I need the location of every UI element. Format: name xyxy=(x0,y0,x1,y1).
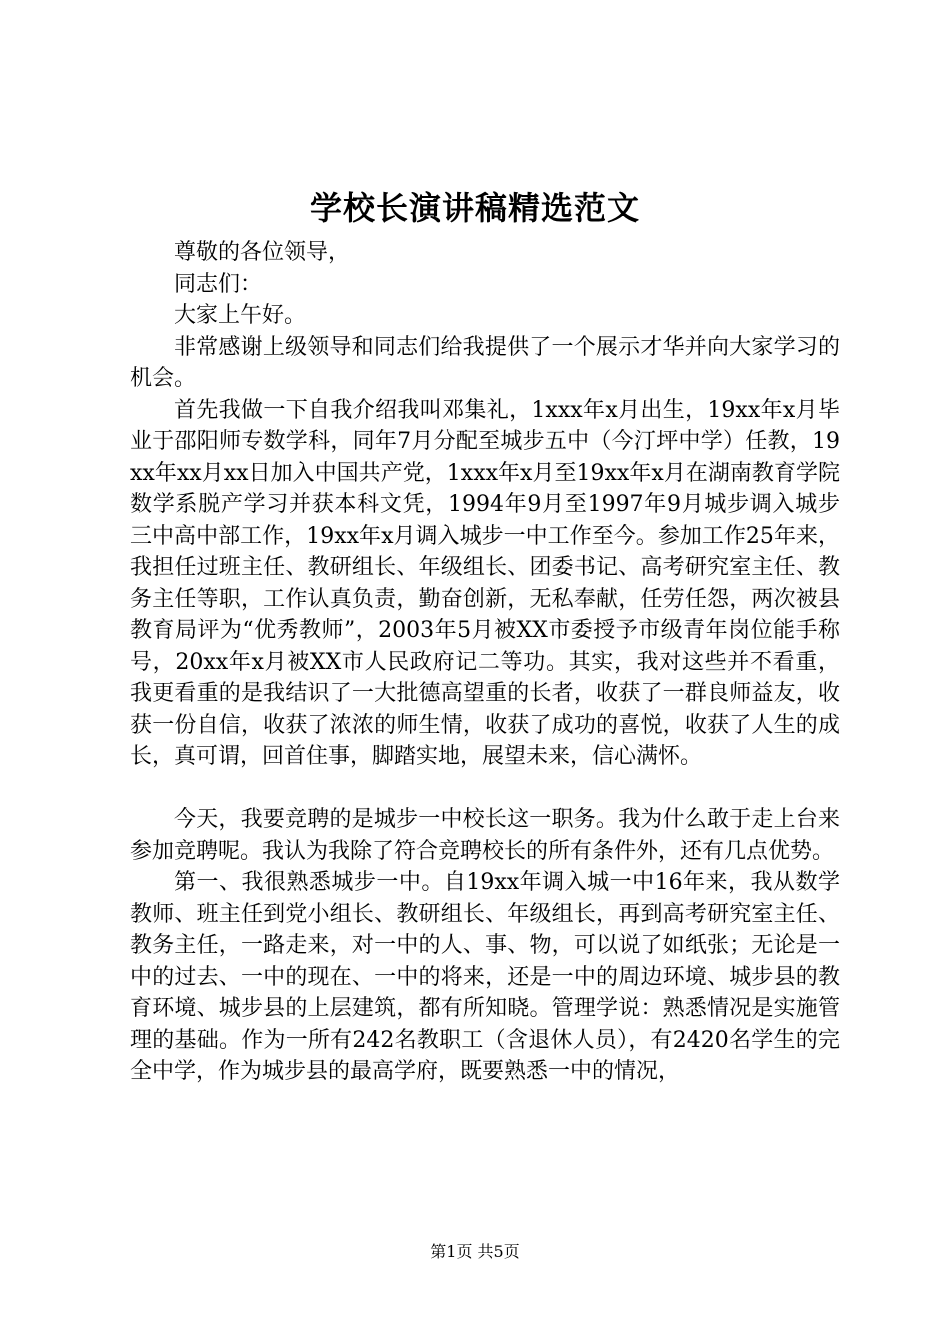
page-footer: 第1页 共5页 xyxy=(430,1242,520,1261)
paragraph-self-introduction: 首先我做一下自我介绍我叫邓集礼，1xxx年x月出生，19xx年x月毕业于邵阳师专数学科，同年7月分配至城步五中（今汀坪中学）任教，19xx年xx月xx日加入中国共产党，1xxx年x月至19xx年x月在湖南教育学院数学系脱产学习并获本科文凭，1994年9月至1997年9月城步调入城步三中高中部工作，19xx年x月调入城步一中工作至今。参加工作25年来，我担任过班主任、教研组长、年级组长、团委书记、高考研究室主任、教务主任等职，工作认真负责，勤奋创新，无私奉献，任劳任怨，两次被县教育局评为“优秀教师”，2003年5月被XX市委授予市级青年岗位能手称号，20xx年x月被XX市人民政府记二等功。其实，我对这些并不看重，我更看重的是我结识了一大批德高望重的长者，收获了一群良师益友，收获一份自信，收获了浓浓的师生情，收获了成功的喜悦，收获了人生的成长，真可谓，回首住事，脚踏实地，展望未来，信心满怀。 xyxy=(130,397,840,769)
document-body xyxy=(130,237,840,1088)
salutation-comrades: 同志们： xyxy=(174,271,263,297)
paragraph-first-advantage: 第一、我很熟悉城步一中。自19xx年调入城一中16年来，我从数学教师、班主任到党小组长、教研组长、年级组长，再到高考研究室主任、教务主任，一路走来，对一中的人、事、物，可以说了如纸张；无论是一中的过去、一中的现在、一中的将来，还是一中的周边环境、城步县的教育环境、城步县的上层建筑，都有所知晓。管理学说：熟悉情况是实施管理的基础。作为一所有242名教职工（含退休人员），有2420名学生的完全中学，作为城步县的最高学府，既要熟悉一中的情况， xyxy=(130,870,840,1084)
paragraph-thanks: 非常感谢上级领导和同志们给我提供了一个展示才华并向大家学习的机会。 xyxy=(130,334,840,391)
greeting: 大家上午好。 xyxy=(174,303,307,328)
paragraph-candidacy: 今天，我要竞聘的是城步一中校长这一职务。我为什么敢于走上台来参加竞聘呢。我认为我除了符合竞聘校长的所有条件外，还有几点优势。 xyxy=(130,807,840,864)
salutation-leaders: 尊敬的各位领导， xyxy=(174,240,351,265)
document-title: 学校长演讲稿精选范文 xyxy=(309,189,640,227)
